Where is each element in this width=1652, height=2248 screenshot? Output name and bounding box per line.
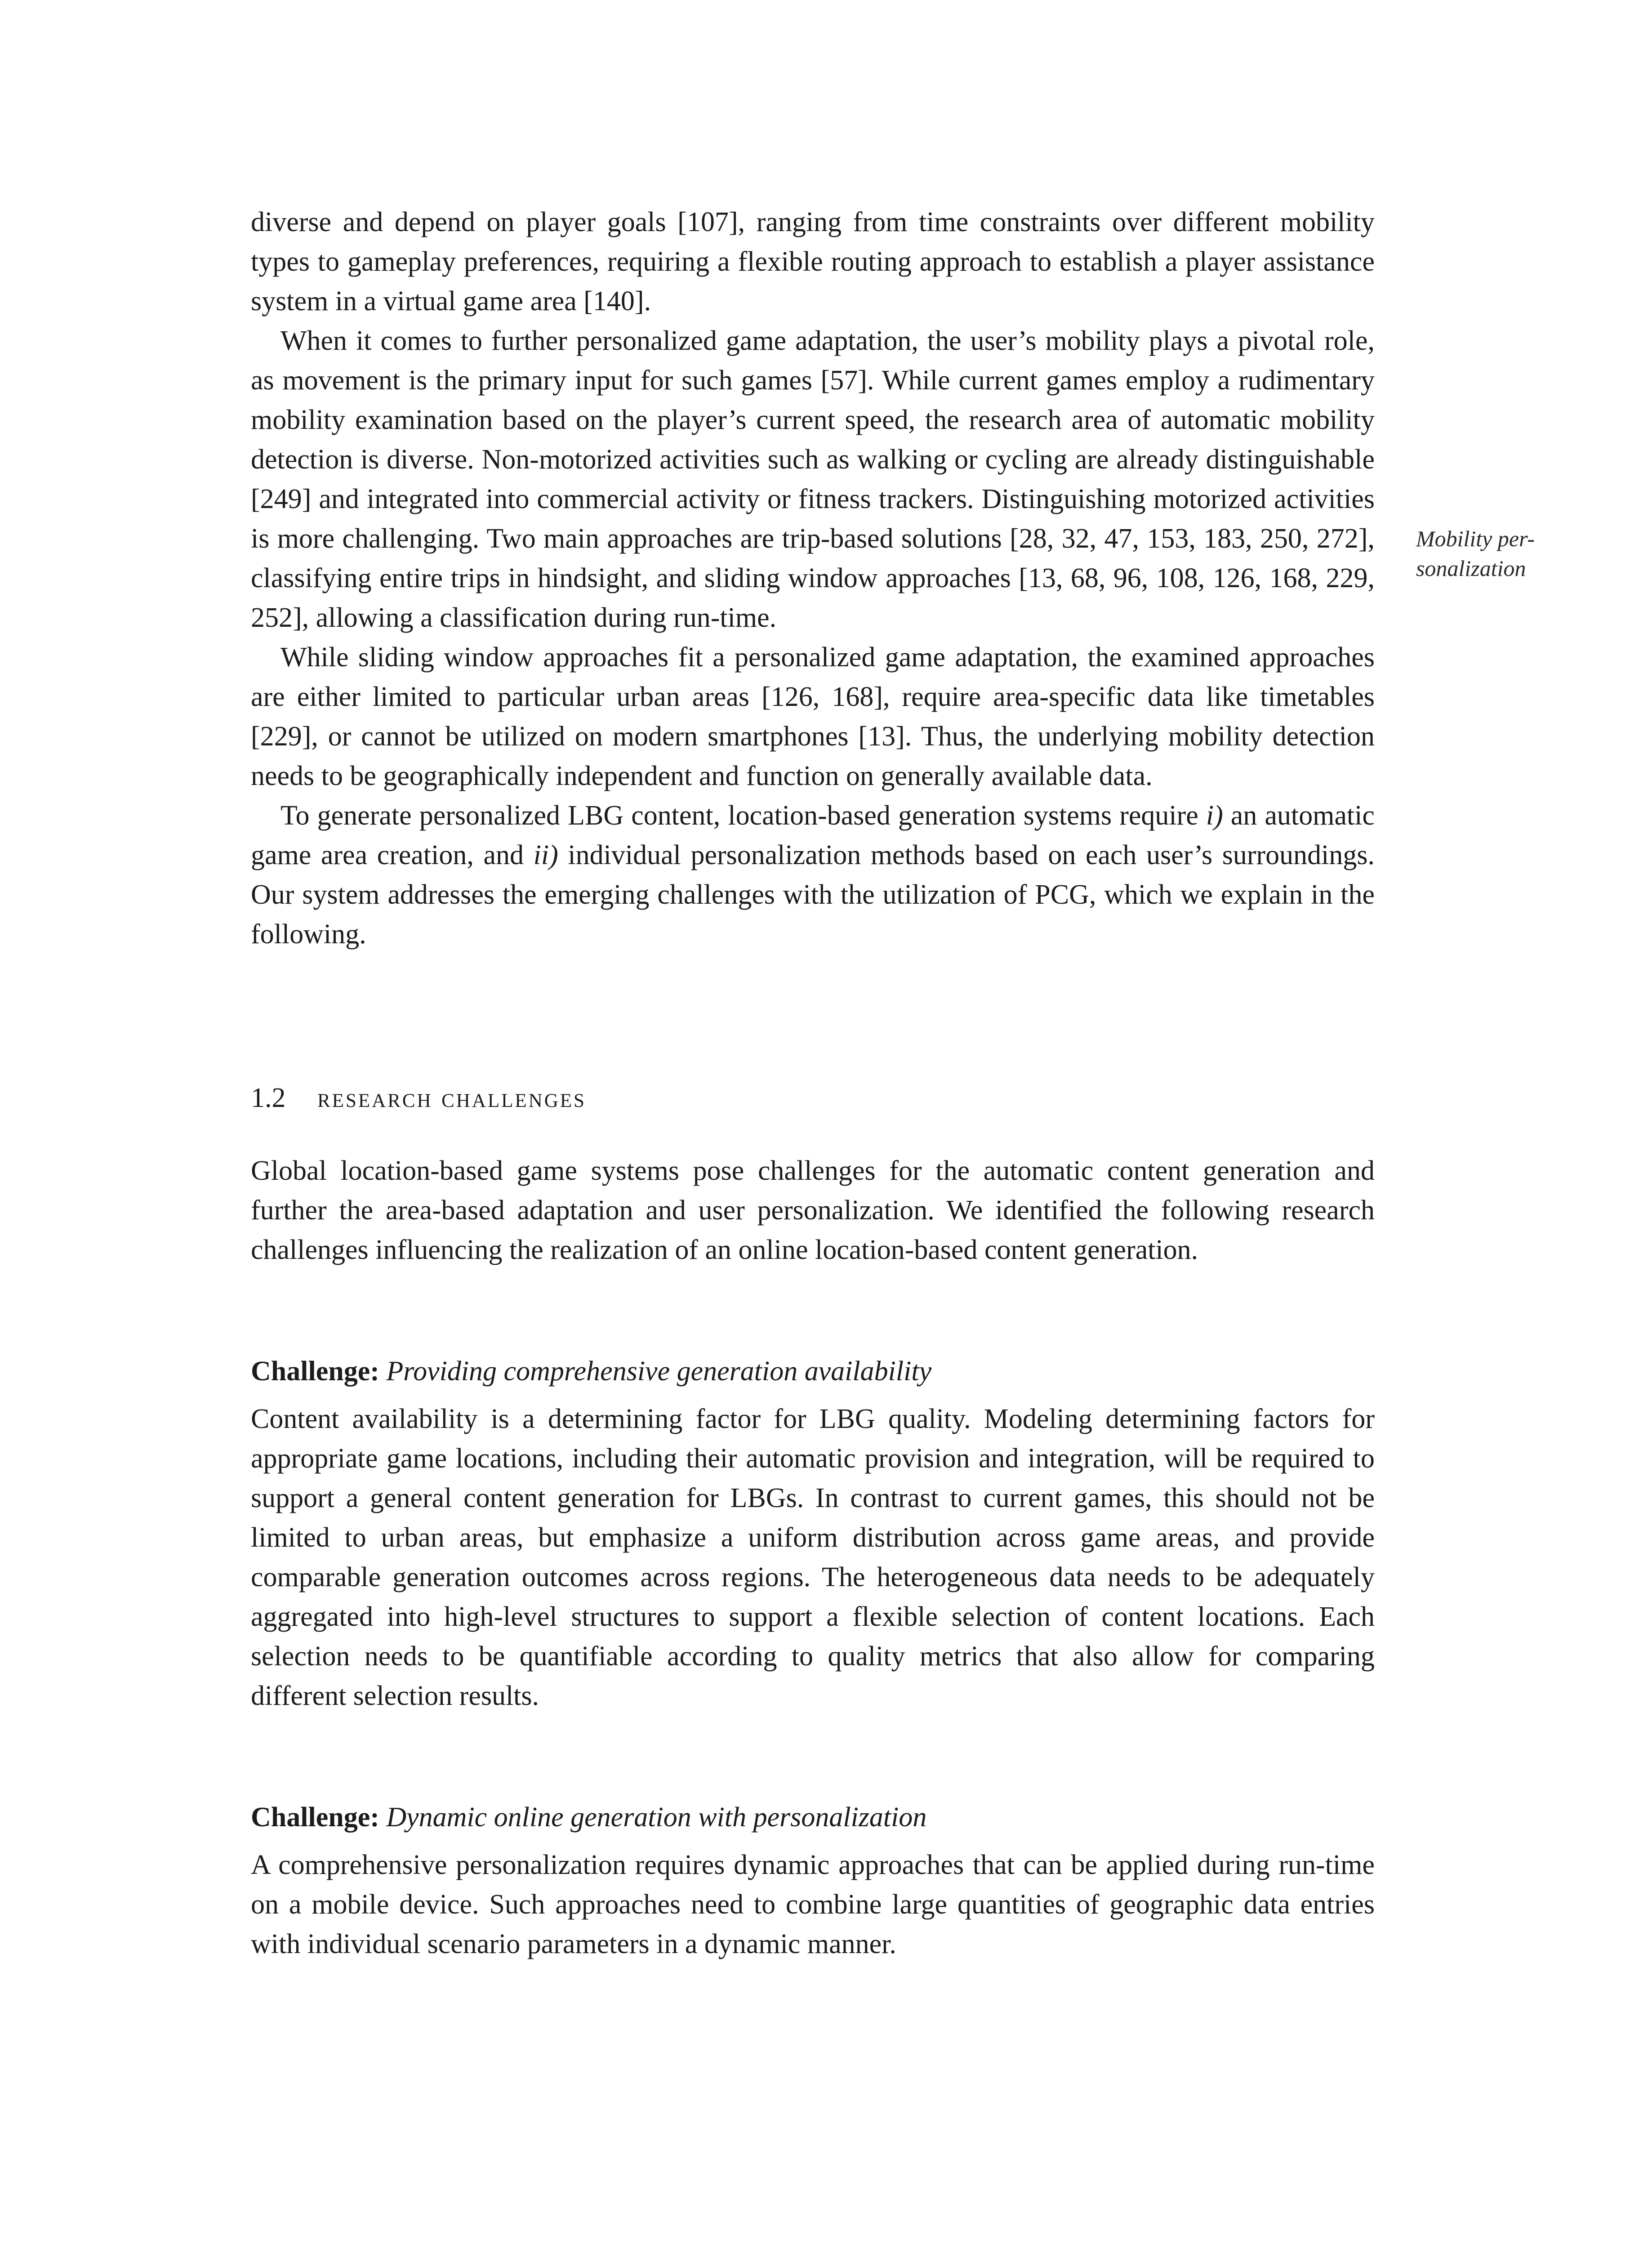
intro-paragraph-2: When it comes to further personalized game adaptation, the user’s mobility plays a pivotal role, as movement is the primary input for such games [57]. While current games employ a rudimentary mobility examination based on the player’s current speed, the research area of automatic mobility detection is diverse. Non-motorized activities such as walking or cycling are already distinguishable [249] and integrated into commercial activity or fitness trackers. Distinguishing motorized activities is more challenging. Two main approaches are trip-based solutions [28, 32, 47, 153, 183, 250, 272], classifying entire trips in hindsight, and sliding window approaches [13, 68, 96, 108, 126, 168, 229, 252], allowing a classification during run-time.: [251, 326, 1375, 633]
challenge-1-label: Challenge:: [251, 1356, 379, 1387]
section-heading: [251, 1078, 586, 1118]
intro-paragraph-4-part-2: an automatic game area creation, and: [251, 800, 1375, 870]
challenge-1-text-block: [251, 1399, 1375, 1716]
challenge-1-heading: [251, 1351, 931, 1391]
list-marker-ii: ii): [533, 840, 558, 870]
section-text-block: [251, 1151, 1375, 1270]
challenge-2-label: Challenge:: [251, 1802, 379, 1833]
challenge-1-paragraph: Content availability is a determining factor for LBG quality. Modeling determining factors for appropriate game locations, including their automatic provision and integration, will be required to support a general content generation for LBGs. In contrast to current games, this should not be limited to urban areas, but emphasize a uniform distribution across game areas, and provide comparable generation outcomes across regions. The heterogeneous data needs to be adequately aggregated into high-level structures to support a flexible selection of content locations. Each selection needs to be quantifiable according to quality metrics that also allow for comparing different selection results.: [251, 1404, 1375, 1711]
challenge-2-heading: [251, 1798, 926, 1837]
list-marker-i: i): [1206, 800, 1223, 831]
challenge-2-paragraph: A comprehensive personalization requires dynamic approaches that can be applied during run-time on a mobile device. Such approaches need to combine large quantities of geographic data entries with individual scenario parameters in a dynamic manner.: [251, 1850, 1375, 1959]
margin-note-line-2: sonalization: [1416, 556, 1526, 581]
intro-paragraph-3: While sliding window approaches fit a personalized game adaptation, the examined approaches are either limited to particular urban areas [126, 168], require area-specific data like timetables [229], or cannot be utilized on modern smartphones [13]. Thus, the underlying mobility detection needs to be geographically independent and function on generally available data.: [251, 642, 1375, 791]
intro-paragraph-1: diverse and depend on player goals [107], ranging from time constraints over different mobility types to gameplay preferences, requiring a flexible routing approach to establish a player assistance system in a virtual game area [140].: [251, 207, 1375, 317]
intro-paragraph-4: [251, 796, 1375, 954]
challenge-2-text-block: [251, 1845, 1375, 1964]
intro-paragraph-4-part-1: To generate personalized LBG content, location-based generation systems require: [281, 800, 1206, 831]
margin-note: [1416, 524, 1587, 583]
section-title: research challenges: [317, 1083, 586, 1113]
intro-paragraph-4-part-3: individual personalization methods based on each user’s surroundings. Our system addresses the emerging challenges with the utilization of PCG, which we explain in the following.: [251, 840, 1375, 950]
margin-note-line-1: Mobility per-: [1416, 526, 1535, 551]
section-paragraph: Global location-based game systems pose challenges for the automatic content generation and further the area-based adaptation and user personalization. We identified the following research challenges influencing the realization of an online location-based content generation.: [251, 1155, 1375, 1265]
challenge-2-name: Dynamic online generation with personalization: [386, 1802, 927, 1833]
challenge-1-name: Providing comprehensive generation availability: [386, 1356, 932, 1387]
intro-text-block: [251, 202, 1375, 954]
section-number: 1.2: [251, 1083, 286, 1113]
